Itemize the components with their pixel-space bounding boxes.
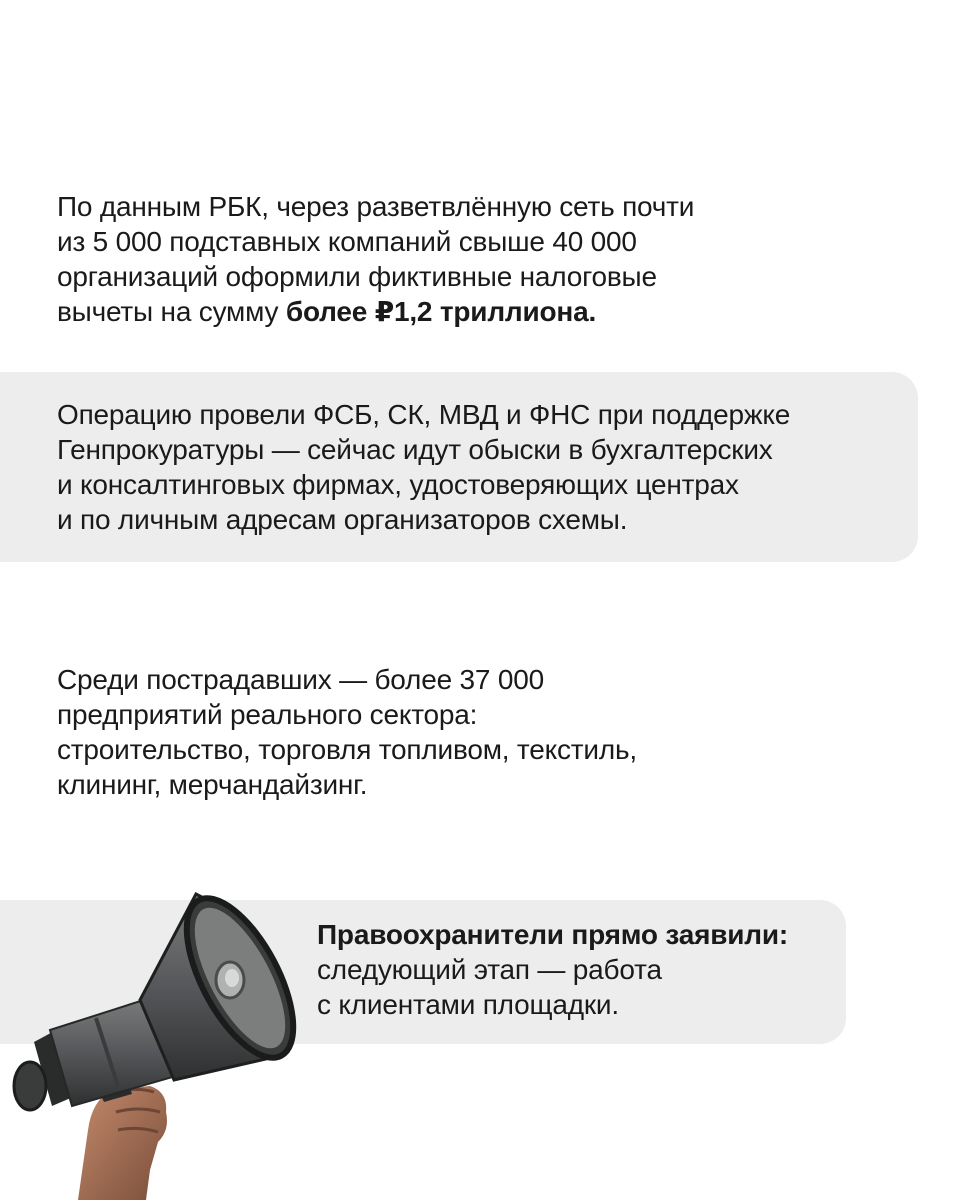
paragraph-victims	[57, 662, 637, 802]
paragraph-line: Операцию провели ФСБ, СК, МВД и ФНС при поддержке	[57, 399, 791, 430]
paragraph-line: строительство, торговля топливом, текстиль,	[57, 734, 637, 765]
paragraph-line: и консалтинговых фирмах, удостоверяющих центрах	[57, 469, 739, 500]
highlight-amount: более ₽1,2 триллиона.	[285, 296, 597, 327]
paragraph-line: с клиентами площадки.	[317, 989, 619, 1020]
paragraph-line: Среди пострадавших — более 37 000	[57, 664, 544, 695]
paragraph-rbk-data	[57, 189, 694, 329]
paragraph-line: из 5 000 подставных компаний свыше 40 000	[57, 226, 637, 257]
paragraph-line: предприятий реального сектора:	[57, 699, 478, 730]
paragraph-text: вычеты на сумму	[57, 296, 286, 327]
paragraph-line	[57, 294, 694, 329]
paragraph-operation	[57, 397, 790, 537]
paragraph-line: и по личным адресам организаторов схемы.	[57, 504, 628, 535]
paragraph-line: организаций оформили фиктивные налоговые	[57, 261, 657, 292]
paragraph-line: Генпрокуратуры — сейчас идут обыски в бухгалтерских	[57, 434, 773, 465]
paragraph-line: По данным РБК, через разветвлённую сеть почти	[57, 191, 695, 222]
callout-text	[317, 917, 788, 1022]
callout-heading: Правоохранители прямо заявили:	[317, 919, 789, 950]
megaphone-in-hand-icon	[0, 880, 320, 1200]
paragraph-line: следующий этап — работа	[317, 954, 662, 985]
paragraph-line: клининг, мерчандайзинг.	[57, 769, 368, 800]
